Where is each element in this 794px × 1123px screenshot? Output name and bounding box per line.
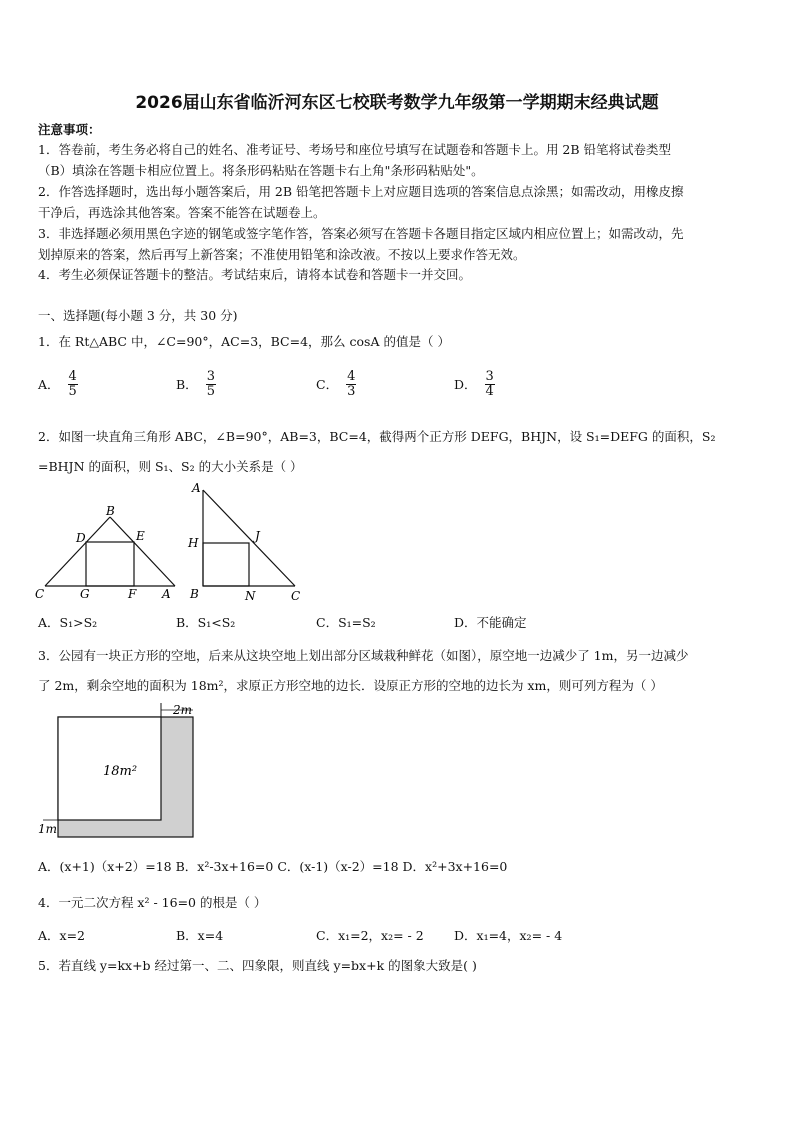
notice-heading: 注意事项： bbox=[38, 122, 101, 137]
denominator: 3 bbox=[347, 384, 356, 399]
question-3-stem-line-1: 3．公园有一块正方形的空地，后来从这块空地上划出部分区域栽种鲜花（如图），原空地一边减少了 1m，另一边减少 bbox=[38, 648, 689, 663]
label-area: 18m² bbox=[103, 764, 138, 779]
option-label: D． bbox=[454, 377, 477, 392]
label-a: A bbox=[162, 587, 171, 601]
label-a: A bbox=[192, 481, 201, 495]
question-2-stem-line-2: =BHJN 的面积，则 S₁、S₂ 的大小关系是（ ） bbox=[38, 459, 303, 474]
question-4-option-d: D．x₁=4，x₂= - 4 bbox=[454, 928, 563, 943]
figure-square-garden bbox=[35, 700, 200, 845]
question-2-option-c: C．S₁=S₂ bbox=[316, 615, 376, 630]
denominator: 5 bbox=[68, 384, 77, 399]
label-c: C bbox=[291, 589, 301, 603]
square-defg bbox=[86, 542, 134, 586]
fraction bbox=[485, 370, 495, 399]
numerator: 4 bbox=[68, 369, 77, 384]
label-c: C bbox=[35, 587, 45, 601]
question-4-option-b: B．x=4 bbox=[176, 928, 224, 943]
notice-line-2: （B）填涂在答题卡相应位置上。将条形码粘贴在答题卡右上角"条形码粘贴处"。 bbox=[38, 163, 484, 178]
notice-line-7: 4．考生必须保证答题卡的整洁。考试结束后，请将本试卷和答题卡一并交回。 bbox=[38, 267, 471, 282]
question-3-stem-line-2: 了 2m，剩余空地的面积为 18m²，求原正方形空地的边长．设原正方形的空地的边长为 xm，则可列方程为（ ） bbox=[38, 678, 663, 693]
label-g: G bbox=[80, 587, 90, 601]
page-title: 2026届山东省临沂河东区七校联考数学九年级第一学期期末经典试题 bbox=[135, 93, 659, 113]
label-1m: 1m bbox=[38, 822, 58, 836]
option-label: B． bbox=[176, 377, 198, 392]
label-b: B bbox=[106, 504, 115, 518]
fraction bbox=[346, 370, 356, 399]
question-1-stem: 1．在 Rt△ABC 中，∠C=90°，AC=3，BC=4，那么 cosA 的值是（ ） bbox=[38, 334, 450, 349]
notice-line-3: 2．作答选择题时，选出每小题答案后，用 2B 铅笔把答题卡上对应题目选项的答案信息点涂黑；如需改动，用橡皮擦 bbox=[38, 184, 684, 199]
numerator: 3 bbox=[485, 369, 494, 384]
label-f: F bbox=[128, 587, 137, 601]
notice-line-6: 划掉原来的答案，然后再写上新答案；不准使用铅笔和涂改液。不按以上要求作答无效。 bbox=[38, 247, 526, 262]
label-d: D bbox=[76, 531, 86, 545]
question-4-option-a: A．x=2 bbox=[38, 928, 86, 943]
numerator: 4 bbox=[347, 369, 356, 384]
question-1-option-c bbox=[316, 370, 356, 399]
fraction bbox=[68, 370, 78, 399]
notice-line-4: 干净后，再选涂其他答案。答案不能答在试题卷上。 bbox=[38, 205, 326, 220]
label-j: J bbox=[255, 529, 260, 543]
question-4-stem: 4．一元二次方程 x² - 16=0 的根是（ ） bbox=[38, 895, 267, 910]
denominator: 5 bbox=[206, 384, 215, 399]
question-2-option-d: D．不能确定 bbox=[454, 615, 527, 630]
question-5-stem: 5．若直线 y=kx+b 经过第一、二、四象限，则直线 y=bx+k 的图象大致是( ) bbox=[38, 958, 477, 973]
question-2-option-b: B．S₁<S₂ bbox=[176, 615, 236, 630]
question-1-option-d bbox=[454, 370, 495, 399]
question-4-option-c: C．x₁=2，x₂= - 2 bbox=[316, 928, 424, 943]
label-b: B bbox=[190, 587, 199, 601]
question-1-option-a bbox=[38, 370, 78, 399]
label-e: E bbox=[136, 529, 145, 543]
label-2m: 2m bbox=[173, 703, 193, 717]
figure-triangle-squares-1 bbox=[30, 500, 180, 605]
option-label: A． bbox=[38, 377, 60, 392]
square-bhjn bbox=[203, 543, 249, 586]
denominator: 4 bbox=[485, 384, 494, 399]
figure-triangle-squares-2 bbox=[185, 478, 310, 608]
question-3-options: A．(x+1)（x+2）=18 B．x²-3x+16=0 C．(x-1)（x-2）=18 D．x²+3x+16=0 bbox=[38, 859, 508, 874]
section-heading: 一、选择题(每小题 3 分，共 30 分) bbox=[38, 308, 238, 323]
question-1-option-b bbox=[176, 370, 216, 399]
numerator: 3 bbox=[206, 369, 215, 384]
question-2-option-a: A．S₁>S₂ bbox=[38, 615, 98, 630]
label-n: N bbox=[245, 589, 256, 603]
question-2-stem-line-1: 2．如图一块直角三角形 ABC，∠B=90°，AB=3，BC=4，截得两个正方形 DEFG，BHJN，设 S₁=DEFG 的面积，S₂ bbox=[38, 429, 716, 444]
side-cb bbox=[45, 517, 110, 586]
label-h: H bbox=[188, 536, 199, 550]
option-label: C． bbox=[316, 377, 339, 392]
fraction bbox=[206, 370, 216, 399]
notice-line-1: 1．答卷前，考生务必将自己的姓名、准考证号、考场号和座位号填写在试题卷和答题卡上。用 2B 铅笔将试卷类型 bbox=[38, 142, 672, 157]
side-ba bbox=[110, 517, 175, 586]
notice-line-5: 3．非选择题必须用黑色字迹的钢笔或签字笔作答，答案必须写在答题卡各题目指定区域内相应位置上；如需改动，先 bbox=[38, 226, 684, 241]
